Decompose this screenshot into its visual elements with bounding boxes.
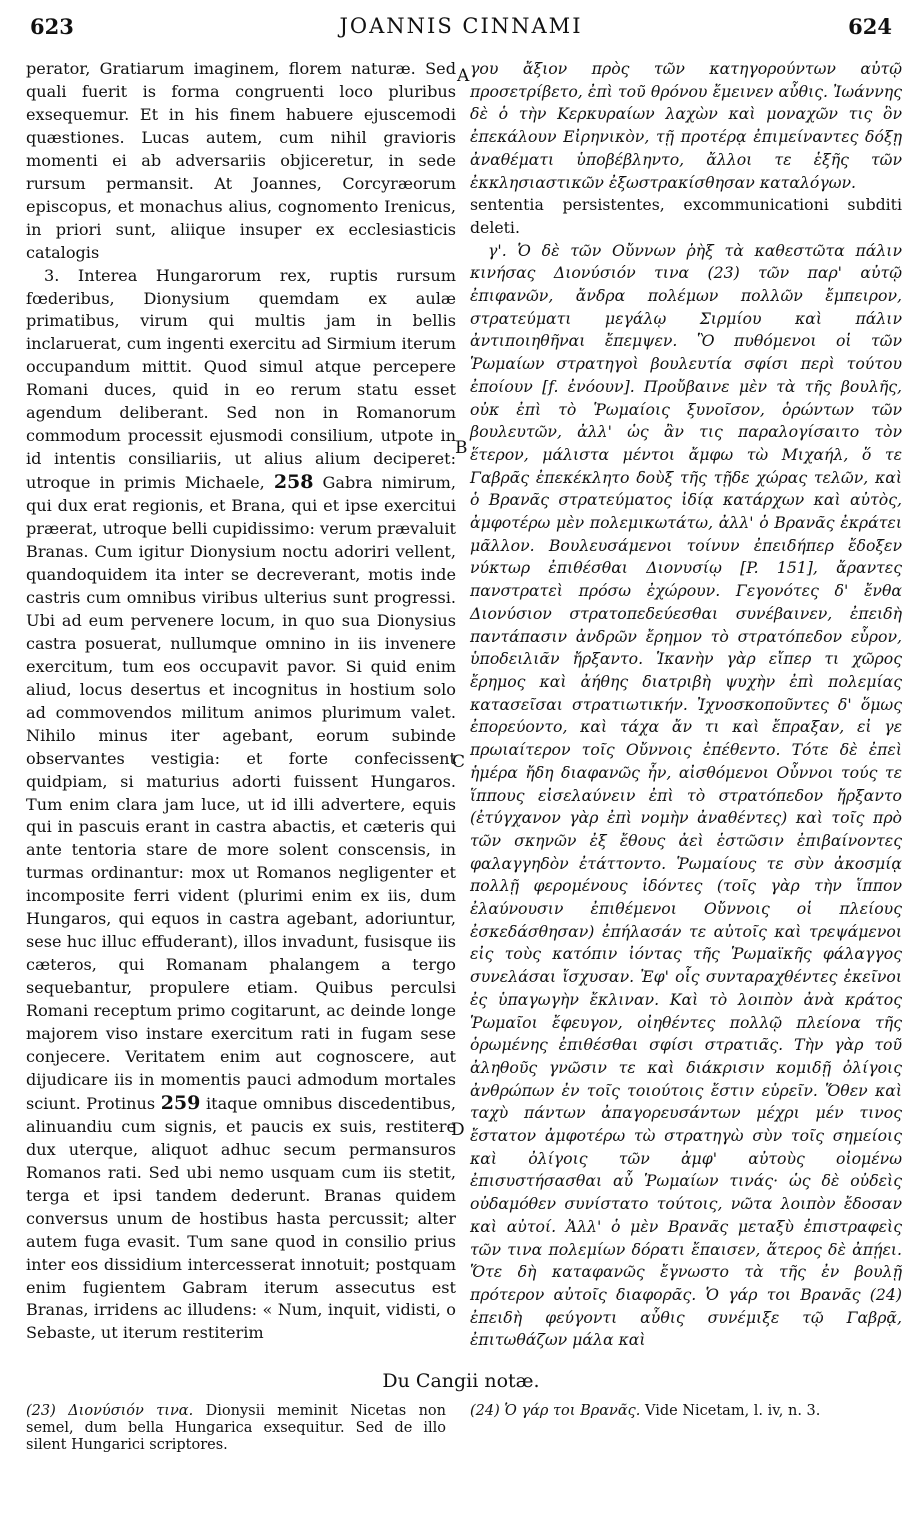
margin-letter-d: D xyxy=(451,1120,465,1140)
latin-continuation: sententia persistentes, excommunicationi subditi deleti. xyxy=(470,195,902,237)
page-number-left: 623 xyxy=(30,14,74,39)
footnote-lemma: (23) Διονύσιόν τινα. xyxy=(26,1403,194,1419)
greek-paragraph-2: γ'. Ὁ δὲ τῶν Οὔννων ῥὴξ τὰ καθεστῶτα πάλιν κινήσας Διονύσιόν τινα (23) τῶν παρ' αὐτῷ ἐπιφανῶν, ἄνδρα πολέμων πολλῶν ἔμπειρον, στρατεύματι μεγάλῳ Σιρμίου καὶ πάλιν ἀντιποιηθῆναι ἔπεμψεν. Ὃ πυθόμενοι οἱ τῶν Ῥωμαίων στρατηγοὶ βουλευτία σφίσι περὶ τούτου ἐποίουν [f. ἐνόουν]. Προὔβαινε μὲν τὰ τῆς βουλῆς, οὐκ ἐπὶ τὸ Ῥωμαίοις ξυνοῖσον, ὁρώντων τῶν βουλευτῶν, ἀλλ' ὡς ἂν τις παραλογίσαιτο τὸν ἕτερον, μάλιστα μέντοι ἄμφω τὼ Μιχαήλ, ὅ τε Γαβρᾶς ἐπεκέκλητο δοὺξ τῆς τῇδε χώρας τελῶν, καὶ ὁ Βρανᾶς στρατεύματος ἰδίᾳ κατάρχων καὶ αὐτὸς, ἀμφοτέρω μὲν πολεμικωτάτω, ἀλλ' ὁ Βρανᾶς ἐκράτει μᾶλλον. Βουλευσάμενοι τοίνυν ἐπειδήπερ ἔδοξεν νύκτωρ ἐπιθέσθαι Διονυσίῳ [P. 151], ἄραντες πανστρατεὶ πρόσω ἐχώρουν. Γεγονότες δ' ἔνθα Διονύσιον στρατοπεδεύεσθαι συνέβαινεν, ἐπειδὴ παντάπασιν ἀνδρῶν ἔρημον τὸ στρατόπεδον εὗρον, ὑποδειλιᾶν ἤρξαντο. Ἱκανὴν γὰρ εἴπερ τι χῶρος ἔρημος καὶ ἀήθης διατριβὴ ψυχὴν ἐπὶ πολεμίας κατασεῖσαι στρατιωτικήν. Ἰχνοσκοποῦντες δ' ὅμως ἐπορεύοντο, καὶ τάχα ἄν τι καὶ ἔπραξαν, εἰ γε πρωιαίτερον τοῖς Οὔννοις ἐπέθεντο. Τότε δὲ ἐπεὶ ἡμέρα ἤδη διαφανῶς ἦν, αἰσθόμενοι Οὖννοι τούς τε ἵππους εἰσελαύνειν ἐπὶ τὸ στρατόπεδον ἤρξαντο (ἐτύγχανον γὰρ ἐπὶ νομὴν ἀναθέντες) καὶ τοῖς πρὸ τῶν σκηνῶν ἐξ ἔθους ἀεὶ ἑστῶσιν ἐπιβαίνοντες φαλαγγηδὸν ἐτάττοντο. Ῥωμαίους τε σὺν ἀκοσμίᾳ πολλῇ φερομένους ἰδόντες (τοῖς γὰρ τὴν ἵππον ἐλαύνουσιν ἐπιθέμενοι Οὔννοις οἱ πλείους ἐσκεδάσθησαν) ἐπήλασάν τε αὐτοῖς καὶ τρεψάμενοι εἰς τοὺς κατόπιν ἰόντας τῆς Ῥωμαϊκῆς φάλαγγος συνελάσαι ἴσχυσαν. Ἐφ' οἷς συνταραχθέντες ἐκεῖνοι ἐς ὑπαγωγὴν ἔκλιναν. Καὶ τὸ λοιπὸν ἀνὰ κράτος Ῥωμαῖοι ἔφευγον, οἰηθέντες πολλῷ πλείονα τῆς ὁρωμένης ἐπιθέσθαι σφίσι στρατιᾶς. Τὴν γὰρ τοῦ ἀληθοῦς γνῶσιν τε καὶ διάκρισιν κομιδῇ ὀλίγοις ἀνθρώπων ἐν τοῖς τοιούτοις ἔστιν εὑρεῖν. Ὅθεν καὶ ταχὺ πάντων ἀπαγορευσάντων μέχρι μέν τινος ἔστατον ἀμφοτέρω τὼ στρατηγὼ σὺν τοῖς σημείοις καὶ ὀλίγοις τῶν ἀμφ' αὐτοὺς οἰομένω ἐπισυστήσασθαι αὖ Ῥωμαίων τινάς· ὡς δὲ οὐδεὶς οὐδαμόθεν συνίστατο τούτοις, νῶτα λοιπὸν ἔδοσαν καὶ αὐτοί. Ἀλλ' ὁ μὲν Βρανᾶς μεταξὺ ἐπιστραφεὶς τῶν τινα πολεμίων δόρατι ἔπαισεν, ἅτερος δὲ ἀπῄει. Ὅτε δὴ καταφανῶς ἔγνωστο τὰ τῆς ἐν βουλῇ πρότερον αὐτοῖς διαφορᾶς. Ὁ γάρ τοι Βρανᾶς (24) ἐπειδὴ φεύγοντι αὖθις συνέμιξε τῷ Γαβρᾷ, ἐπιτωθάζων μάλα καὶ xyxy=(470,240,902,1350)
footnote-23 xyxy=(26,1403,446,1454)
latin-text: itaque omnibus discedentibus, alinuandiu cum signis, et paucis ex suis, restitere dux uterque, aliquot adhuc secum permansuros Romanos rati. Sed ubi nemo usquam cum iis stetit, terga et ipsi tandem dederunt. Branas quidem conversus unum de hostibus hasta percussit; alter autem fuga evasit. Tum sane quod in consilio prius inter eos dissidium intercesserat innotuit; postquam enim fugientem Gabram iterum assecutus est Branas, irridens ac illudens: « Num, inquit, vidisti, o Sebaste, ut iterum restiterim xyxy=(26,1093,456,1343)
footnote-24 xyxy=(470,1403,890,1420)
footnote-text: Vide Nicetam, l. iv, n. 3. xyxy=(645,1403,821,1419)
footnote-lemma: (24) Ὁ γάρ τοι Βρανᾶς. xyxy=(470,1403,641,1419)
page-number-right: 624 xyxy=(848,14,892,39)
greek-column xyxy=(470,58,902,1352)
running-title: JOANNIS CINNAMI xyxy=(339,14,583,38)
margin-letter-c: C xyxy=(452,752,466,772)
latin-paragraph-1: perator, Gratiarum imaginem, florem naturæ. Sed quali fuerit is forma congruenti loco pluribus exsequemur. Et in his finem habuere ejuscemodi quæstiones. Lucas autem, cum nihil gravioris momenti ei ab adversariis objiceretur, in sede rursum permansit. At Joannes, Corcyræorum episcopus, et monachus alius, cognomento Irenicus, in priori sunt, aliique insuper ex ecclesiasticis catalogis xyxy=(26,59,456,262)
margin-letter-a: A xyxy=(457,66,470,86)
footnote-text: Dionysii meminit Nicetas non semel, dum bella Hungarica exsequitur. Sed de illo silent Hungarici scriptores. xyxy=(26,1403,447,1453)
running-header xyxy=(0,8,922,48)
greek-paragraph-1: γου ἄξιον πρὸς τῶν κατηγορούντων αὐτῷ προσετρίβετο, ἐπὶ τοῦ θρόνου ἔμεινεν αὖθις. Ἰωάννης δὲ ὁ τὴν Κερκυραίων λαχὼν καὶ μοναχῶν τις ὃν ἐπεκάλουν Εἰρηνικὸν, τῇ προτέρᾳ ἐπιμείναντες δόξῃ ἀναθέματι ὑποβέβληντο, ἄλλοι τε ἑξῆς τῶν ἐκκλησιαστικῶν ἐξωστρακίσθησαν καταλόγων. xyxy=(470,59,902,192)
column-number-259: 259 xyxy=(160,1091,201,1114)
latin-paragraph-2 xyxy=(26,265,456,1346)
column-number-258: 258 xyxy=(273,471,314,494)
margin-letter-b: B xyxy=(455,438,468,458)
latin-text: Gabra nimirum, qui dux erat regionis, et Brana, qui et ipse exercitui præerat, utroque belli cupidissimo: verum prævaluit Branas. Cum igitur Dionysium noctu adoriri vellent, quandoquidem ita inter se decreverant, motis inde castris cum omnibus viribus ulterius sunt progressi. Ubi ad eum pervenere locum, in quo sua Dionysius castra posuerat, nullumque omnino in iis invenere exercitum, tum eos occupavit pavor. Si quid enim aliud, locus desertus et incognitus in hostium solo ad commovendos militum animos plurimum valet. Nihilo minus iter agebant, eorum subinde observantes vestigia: et forte confecissent quidpiam, si maturius adorti fuissent Hungaros. Tum enim clara jam luce, ut id illi advertere, equis qui in pascuis erant in castra abactis, et cæteris qui ante tentoria stare de more solent conscensis, in turmas ordinantur: mox ut Romanos negligenter et incomposite ferri vident (plurimi enim ex iis, dum Hungaros, qui equos in castra agebant, adoriuntur, sese huc illuc effuderant), illos invadunt, fusisque iis cæteros, qui Romanam phalangem a tergo sequebantur, propulere etiam. Quibus perculsi Romani receptum primo cogitarunt, ac deinde longe majorem viso instare exercitum rati in fugam sese conjecere. Veritatem enim aut cognoscere, aut dijudicare iis in momentis pauci admodum mortales sciunt. Protinus xyxy=(26,473,456,1113)
latin-column xyxy=(26,58,456,1345)
notes-heading: Du Cangii notæ. xyxy=(382,1370,540,1392)
latin-text: 3. Interea Hungarorum rex, ruptis rursum fœderibus, Dionysium quemdam ex aulæ primatibus, virum qui multis jam in bellis inclaruerat, cum ingenti exercitu ad Sirmium iterum occupandum mittit. Quod simul atque percepere Romani duces, quid in eo rerum statu esset agendum deliberant. Sed non in Romanorum commodum processit ejusmodi consilium, utpote in id intentis consiliariis, ut alius alium deciperet: utroque in primis Michaele, xyxy=(26,265,456,493)
